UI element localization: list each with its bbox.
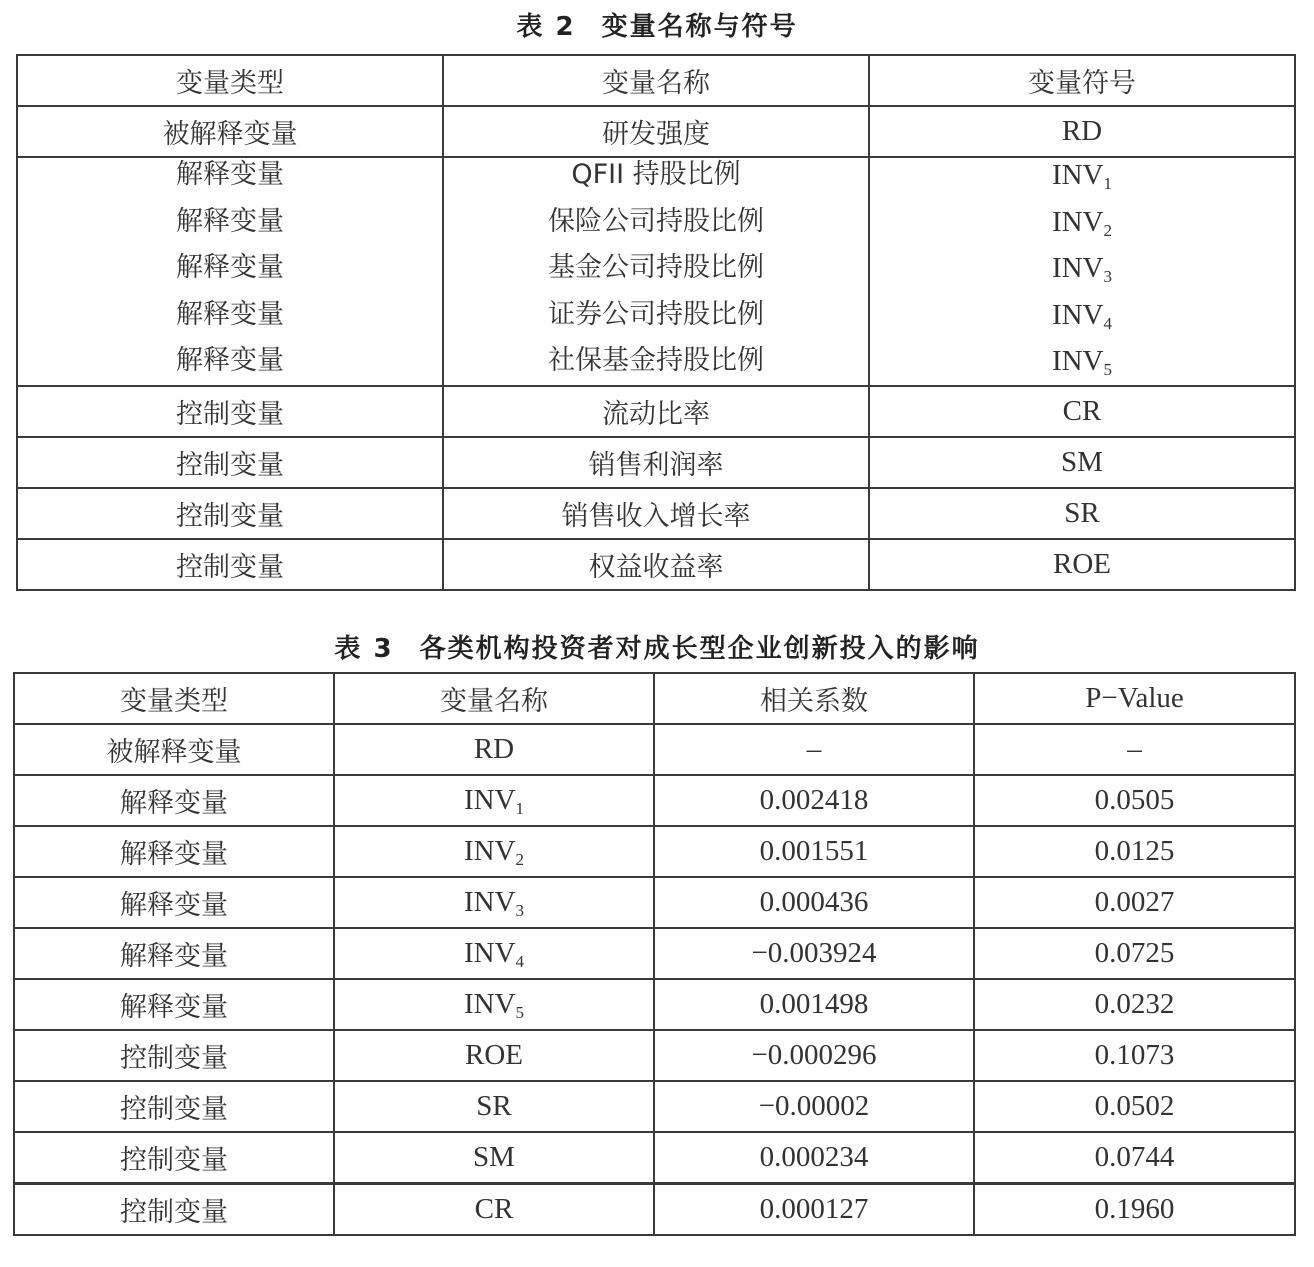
table2-cell-name: 销售利润率 — [443, 437, 869, 488]
symbol-base: SR — [476, 1090, 512, 1122]
table3-cell-p-value: 0.0027 — [974, 877, 1295, 928]
table2-row-control — [17, 437, 1295, 488]
table2-cell-symbol: RD — [869, 106, 1295, 157]
table2-row-dependent — [17, 106, 1295, 157]
symbol-subscript: 5 — [515, 1003, 525, 1022]
table3-cell-coefficient: 0.000127 — [654, 1184, 974, 1236]
table3-cell-p-value: 0.0744 — [974, 1132, 1295, 1184]
table2-explanatory-name: 社保基金持股比例 — [548, 345, 764, 376]
symbol-subscript: 5 — [1103, 360, 1113, 379]
table3-cell-type: 控制变量 — [14, 1184, 334, 1236]
table2-cell-name: 销售收入增长率 — [443, 488, 869, 539]
symbol-subscript: 1 — [515, 799, 525, 818]
symbol-base: INV — [1051, 252, 1104, 284]
table2-row-control — [17, 488, 1295, 539]
table2-explanatory-type: 解释变量 — [176, 345, 284, 376]
table2-header-symbol: 变量符号 — [869, 55, 1295, 106]
table2-explanatory-name: 基金公司持股比例 — [548, 252, 764, 283]
table3-header-p-value: P−Value — [974, 673, 1295, 724]
table3-cell-type: 控制变量 — [14, 1081, 334, 1132]
symbol-subscript: 3 — [515, 901, 525, 920]
table2-explanatory-symbols — [869, 157, 1295, 386]
symbol-base: INV — [1051, 205, 1104, 238]
symbol-subscript: 2 — [1103, 220, 1113, 240]
table2-cell-type: 控制变量 — [17, 386, 443, 437]
table3-header-name: 变量名称 — [334, 673, 654, 724]
table3-cell-coefficient: −0.00002 — [654, 1081, 974, 1132]
table3-row — [14, 1184, 1295, 1236]
symbol-base: INV — [463, 937, 516, 969]
table3-cell-p-value: 0.0232 — [974, 979, 1295, 1030]
table3-cell-name — [334, 877, 654, 928]
table3-cell-type: 控制变量 — [14, 1132, 334, 1184]
table2-row-control — [17, 539, 1295, 590]
table3-cell-name — [334, 724, 654, 775]
symbol-base: INV — [463, 988, 516, 1020]
table2-explanatory-type: 解释变量 — [176, 159, 284, 190]
table3-row — [14, 979, 1295, 1030]
symbol-subscript: 4 — [515, 952, 525, 971]
table3-cell-name — [334, 775, 654, 826]
table3-cell-name — [334, 1184, 654, 1236]
table2-explanatory-symbol — [870, 292, 1294, 339]
table3-row — [14, 877, 1295, 928]
table2-cell-name: 研发强度 — [443, 106, 869, 157]
table2-header-type: 变量类型 — [17, 55, 443, 106]
table3-cell-name — [334, 928, 654, 979]
table2-cell-symbol: SM — [869, 437, 1295, 488]
table3-body — [14, 724, 1295, 1235]
table3-header-type: 变量类型 — [14, 673, 334, 724]
table2-explanatory-type: 解释变量 — [176, 252, 284, 283]
table2-caption-number: 表 2 — [516, 12, 576, 42]
table3-caption-number: 表 3 — [334, 634, 394, 664]
table2-cell-symbol: CR — [869, 386, 1295, 437]
table3-cell-name — [334, 826, 654, 877]
table3-cell-coefficient: 0.002418 — [654, 775, 974, 826]
table3-cell-p-value: 0.1073 — [974, 1030, 1295, 1081]
symbol-subscript: 3 — [1103, 267, 1113, 286]
symbol-base: SM — [473, 1141, 515, 1173]
table3-row — [14, 1030, 1295, 1081]
table2-cell-type: 被解释变量 — [17, 106, 443, 157]
table2-explanatory-name: QFII 持股比例 — [571, 159, 741, 190]
symbol-base: ROE — [465, 1039, 523, 1071]
symbol-base: INV — [1051, 345, 1104, 377]
table3-caption — [0, 628, 1314, 665]
table2-header-name: 变量名称 — [443, 55, 869, 106]
table2-explanatory-symbol — [870, 338, 1294, 385]
table3-cell-name — [334, 979, 654, 1030]
table2-row-control — [17, 386, 1295, 437]
symbol-base: INV — [1051, 298, 1104, 331]
table2-cell-name: 流动比率 — [443, 386, 869, 437]
table2-cell-symbol: SR — [869, 488, 1295, 539]
table3-header-coefficient: 相关系数 — [654, 673, 974, 724]
table3-cell-p-value: 0.0502 — [974, 1081, 1295, 1132]
table3-cell-coefficient: −0.000296 — [654, 1030, 974, 1081]
table2-explanatory-name: 保险公司持股比例 — [548, 205, 764, 237]
table3-caption-title: 各类机构投资者对成长型企业创新投入的影响 — [419, 634, 980, 664]
table3-cell-coefficient: 0.000436 — [654, 877, 974, 928]
table3-cell-coefficient: – — [654, 724, 974, 775]
table3-row — [14, 826, 1295, 877]
table2-explanatory-name: 证券公司持股比例 — [548, 298, 764, 330]
symbol-base: RD — [473, 733, 515, 765]
table2-caption-title: 变量名称与符号 — [601, 12, 798, 42]
table3-row — [14, 724, 1295, 775]
table3-row — [14, 1081, 1295, 1132]
regression-table — [13, 672, 1296, 1236]
symbol-base: INV — [463, 886, 516, 918]
table3-cell-coefficient: −0.003924 — [654, 928, 974, 979]
table2-cell-type: 控制变量 — [17, 488, 443, 539]
table2-row-explanatory-group — [17, 157, 1295, 386]
table3-cell-type: 解释变量 — [14, 775, 334, 826]
table3-header-row — [14, 673, 1295, 724]
table2-header-row — [17, 55, 1295, 106]
table3-row — [14, 775, 1295, 826]
table2-explanatory-symbol — [870, 152, 1294, 199]
table3-row — [14, 1132, 1295, 1184]
table3-cell-type: 解释变量 — [14, 877, 334, 928]
table3-cell-p-value: 0.1960 — [974, 1184, 1295, 1236]
table2-explanatory-symbol — [870, 245, 1294, 292]
table2-cell-name: 权益收益率 — [443, 539, 869, 590]
table3-row — [14, 928, 1295, 979]
table3-cell-type: 解释变量 — [14, 826, 334, 877]
symbol-base: INV — [463, 784, 516, 816]
symbol-subscript: 2 — [515, 850, 525, 869]
table3-cell-p-value: 0.0125 — [974, 826, 1295, 877]
symbol-base: CR — [474, 1193, 514, 1225]
table3-cell-name — [334, 1132, 654, 1184]
symbol-base: INV — [1051, 159, 1104, 191]
table3-cell-name — [334, 1081, 654, 1132]
table3-cell-name — [334, 1030, 654, 1081]
table3-cell-coefficient: 0.000234 — [654, 1132, 974, 1184]
table3-cell-type: 被解释变量 — [14, 724, 334, 775]
table3-cell-type: 解释变量 — [14, 979, 334, 1030]
table2-cell-type: 控制变量 — [17, 437, 443, 488]
table3-cell-type: 解释变量 — [14, 928, 334, 979]
symbol-base: INV — [463, 835, 516, 867]
table3-cell-type: 控制变量 — [14, 1030, 334, 1081]
table3-cell-coefficient: 0.001551 — [654, 826, 974, 877]
table2-caption — [0, 6, 1314, 43]
table3-cell-p-value: – — [974, 724, 1295, 775]
symbol-subscript: 1 — [1103, 174, 1113, 193]
table2-explanatory-type: 解释变量 — [176, 298, 284, 330]
variable-table — [16, 54, 1296, 591]
table3-cell-coefficient: 0.001498 — [654, 979, 974, 1030]
table2-explanatory-symbol — [870, 199, 1294, 246]
table2-cell-type: 控制变量 — [17, 539, 443, 590]
table2-explanatory-type: 解释变量 — [176, 205, 284, 237]
table3-cell-p-value: 0.0505 — [974, 775, 1295, 826]
table2-explanatory-types — [17, 157, 443, 386]
table2-explanatory-names — [443, 157, 869, 386]
table2-cell-symbol: ROE — [869, 539, 1295, 590]
table3-cell-p-value: 0.0725 — [974, 928, 1295, 979]
symbol-subscript: 4 — [1103, 313, 1113, 333]
